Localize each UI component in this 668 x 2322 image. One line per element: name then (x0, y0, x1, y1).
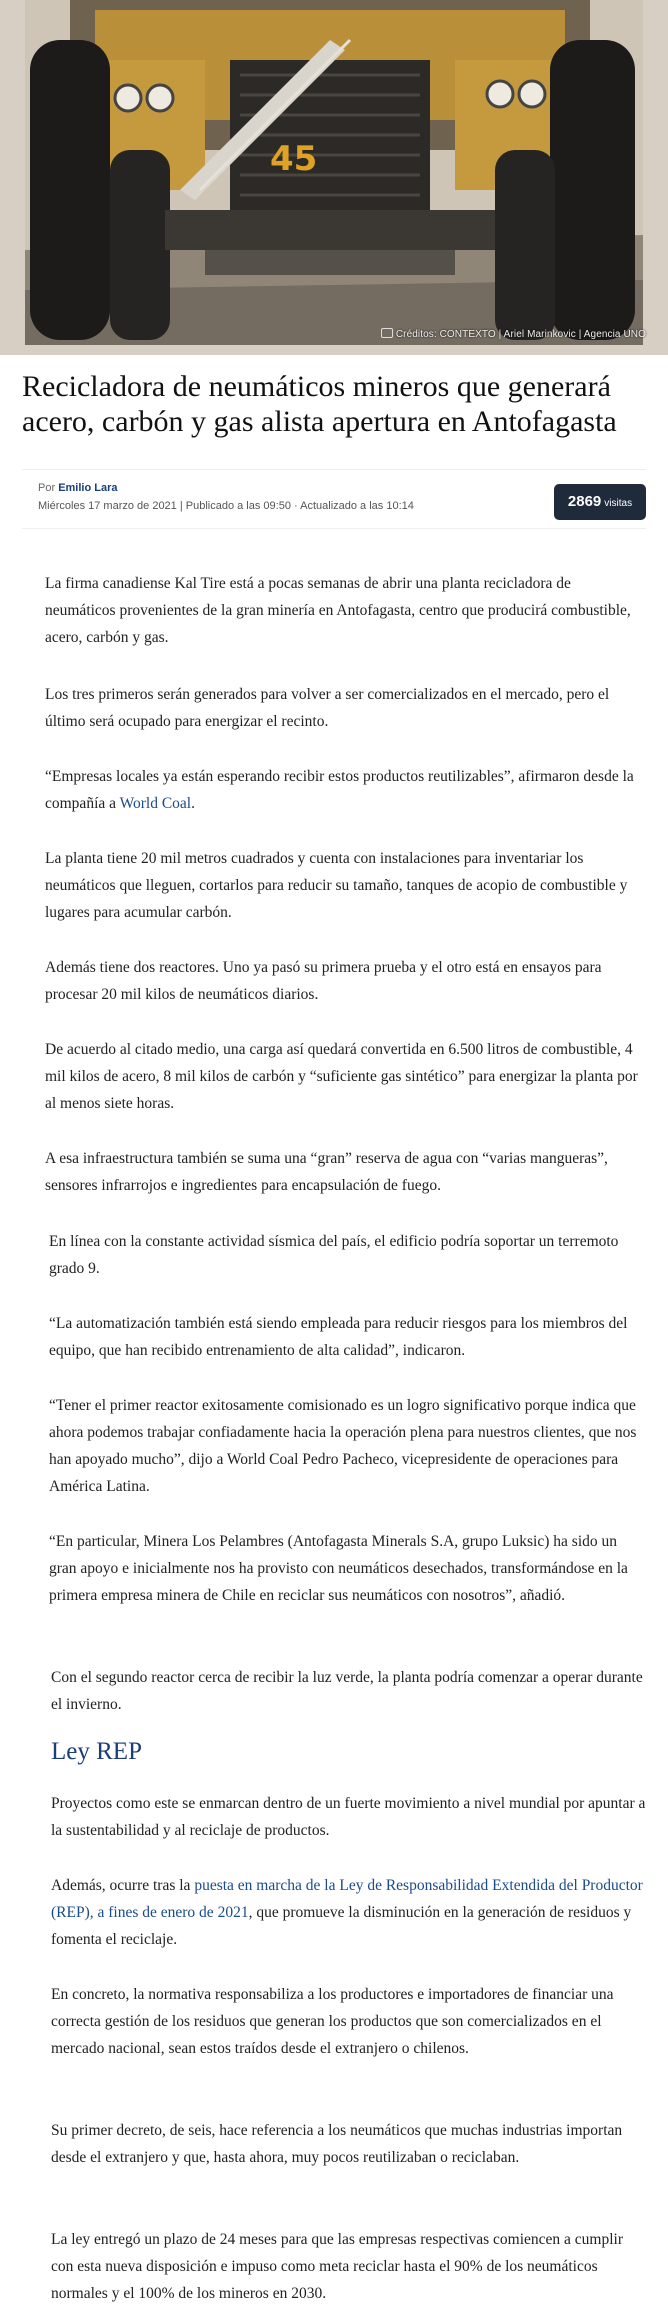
article-title: Recicladora de neumáticos mineros que generará acero, carbón y gas alista apertura en Antofagasta (22, 370, 617, 438)
paragraph: “En particular, Minera Los Pelambres (Antofagasta Minerals S.A, grupo Luksic) ha sido un gran apoyo e inicialmente nos ha provisto con neumáticos desechados, transformándose en la primera empresa minera de Chile en reciclar sus neumáticos con nosotros”, añadió. (49, 1533, 628, 1604)
paragraph: De acuerdo al citado medio, una carga así quedará convertida en 6.500 litros de combustible, 4 mil kilos de acero, 8 mil kilos de carbón y “suficiente gas sintético” para energizar la planta por al menos siete horas. (45, 1041, 638, 1112)
world-coal-link[interactable]: World Coal (119, 795, 192, 812)
hero-image (0, 0, 668, 355)
visits-badge (554, 484, 646, 520)
paragraph: Con el segundo reactor cerca de recibir la luz verde, la planta podría comenzar a operar durante el invierno. (51, 1669, 643, 1713)
paragraph: “La automatización también está siendo empleada para reducir riesgos para los miembros del equipo, que han recibido entrenamiento de alta calidad”, indicaron. (49, 1315, 628, 1359)
paragraph-text: , que promueve la disminución en la generación de residuos y fomenta el reciclaje. (51, 1904, 632, 1948)
paragraph-text: “Empresas locales ya están esperando recibir estos productos reutilizables”, afirmaron desde la compañía a (45, 768, 634, 812)
article-meta (22, 469, 646, 529)
mining-truck-illustration (0, 0, 668, 355)
visits-label: visitas (604, 498, 633, 509)
byline-prefix: Por (38, 482, 56, 494)
paragraph-text: Además, ocurre tras la (51, 1877, 195, 1894)
section-heading: Ley REP (51, 1738, 142, 1765)
publish-date: Miércoles 17 marzo de 2021 | Publicado a las 09:50 · Actualizado a las 10:14 (38, 500, 414, 512)
paragraph (45, 763, 640, 817)
paragraph: En línea con la constante actividad sísmica del país, el edificio podría soportar un terremoto grado 9. (49, 1233, 619, 1277)
paragraph: Además tiene dos reactores. Uno ya pasó su primera prueba y el otro está en ensayos para procesar 20 mil kilos de neumáticos diarios. (45, 959, 602, 1003)
paragraph: La firma canadiense Kal Tire está a pocas semanas de abrir una planta recicladora de neumáticos provenientes de la gran minería en Antofagasta, centro que producirá combustible, acero, carbón y gas. (45, 575, 631, 646)
paragraph: Proyectos como este se enmarcan dentro de un fuerte movimiento a nivel mundial por apuntar a la sustentabilidad y al reciclaje de productos. (51, 1795, 646, 1839)
paragraph: “Tener el primer reactor exitosamente comisionado es un logro significativo porque indica que ahora podemos trabajar confiadamente hacia la operación plena para nuestros clientes, que nos han apoyado mucho”, dijo a World Coal Pedro Pacheco, vicepresidente de operaciones para América Latina. (49, 1397, 637, 1495)
paragraph-text: . (191, 795, 195, 812)
paragraph: A esa infraestructura también se suma una “gran” reserva de agua con “varias mangueras”, sensores infrarrojos e ingredientes para encapsulación de fuego. (45, 1150, 608, 1194)
paragraph: La planta tiene 20 mil metros cuadrados y cuenta con instalaciones para inventariar los neumáticos que lleguen, cortarlos para reducir su tamaño, tanques de acopio de combustible y lugares para acumular carbón. (45, 850, 628, 921)
author-link[interactable]: Emilio Lara (58, 482, 118, 494)
paragraph: En concreto, la normativa responsabiliza a los productores e importadores de financiar una correcta gestión de los residuos que generan los productos que son comercializados en el mercado nacional, sean estos traídos desde el extranjero o chilenos. (51, 1986, 614, 2057)
ley-rep-link[interactable]: puesta en marcha de la Ley de Responsabilidad Extendida del Productor (REP), a fines de enero de 2021 (51, 1877, 643, 1921)
paragraph: Los tres primeros serán generados para volver a ser comercializados en el mercado, pero el último será ocupado para energizar el recinto. (45, 686, 610, 730)
svg-text:45: 45 (270, 139, 318, 179)
paragraph: La ley entregó un plazo de 24 meses para que las empresas respectivas comiencen a cumplir con esta nueva disposición e impuso como meta reciclar hasta el 90% de los neumáticos normales y el 100% de los mineros en 2030. (51, 2231, 623, 2302)
photo-credit (381, 328, 646, 340)
photo-credit-text: Créditos: CONTEXTO | Ariel Marinkovic | Agencia UNO (395, 329, 646, 340)
paragraph (51, 1872, 646, 1953)
byline (38, 482, 117, 494)
paragraph: Su primer decreto, de seis, hace referencia a los neumáticos que muchas industrias importan desde el extranjero y que, hasta ahora, muy pocos reutilizaban o reciclaban. (51, 2122, 623, 2166)
visits-count: 2869 (567, 493, 602, 510)
camera-icon (381, 328, 393, 338)
